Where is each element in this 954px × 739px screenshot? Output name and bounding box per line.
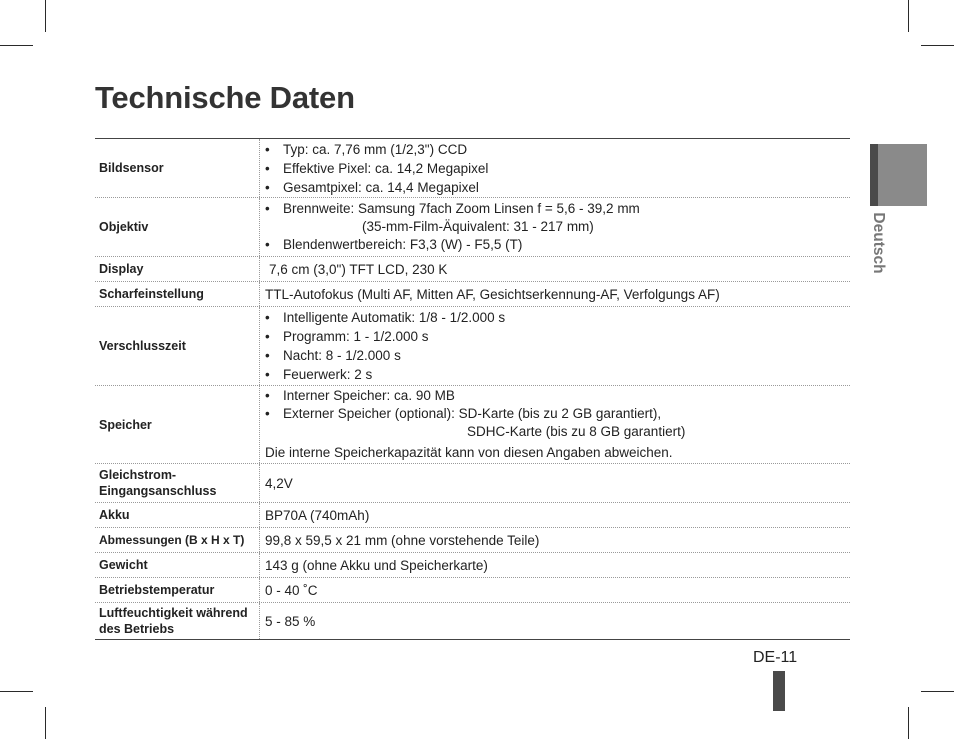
- spec-row-akku: [95, 502, 850, 527]
- page-number-bar: [773, 671, 785, 711]
- spec-label: Scharfeinstellung: [95, 282, 260, 306]
- crop-mark: [921, 45, 954, 46]
- spec-label: Gewicht: [95, 553, 260, 577]
- spec-value: 99,8 x 59,5 x 21 mm (ohne vorstehende Teile): [265, 532, 540, 548]
- spec-row-verschlusszeit: [95, 306, 850, 385]
- spec-line: • Brennweite: Samsung 7fach Zoom Linsen f = 5,6 - 39,2 mm: [265, 200, 850, 218]
- spec-label-line: Luftfeuchtigkeit während: [99, 606, 248, 620]
- spec-value: BP70A (740mAh): [265, 507, 370, 523]
- spec-value: [260, 198, 850, 256]
- spec-line: • Effektive Pixel: ca. 14,2 Megapixel: [265, 159, 850, 178]
- crop-mark: [0, 45, 33, 46]
- spec-line: • Intelligente Automatik: 1/8 - 1/2.000 s: [265, 308, 850, 327]
- spec-label: Verschlusszeit: [95, 307, 260, 385]
- spec-note: Die interne Speicherkapazität kann von diesen Angaben abweichen.: [265, 445, 673, 460]
- spec-value: 5 - 85 %: [265, 613, 316, 629]
- spec-value: [260, 139, 850, 197]
- spec-label: Betriebstemperatur: [95, 578, 260, 602]
- spec-value: [260, 307, 850, 385]
- spec-label: Display: [95, 257, 260, 281]
- spec-row-gleichstrom: [95, 463, 850, 502]
- spec-label: Abmessungen (B x H x T): [95, 528, 260, 552]
- page-number: DE-11: [753, 649, 798, 666]
- spec-line: • Gesamtpixel: ca. 14,4 Megapixel: [265, 178, 850, 197]
- crop-mark: [908, 0, 909, 32]
- crop-mark: [921, 691, 954, 692]
- spec-value: 4,2V: [265, 475, 293, 491]
- spec-row-speicher: [95, 385, 850, 463]
- crop-mark: [45, 707, 46, 739]
- spec-value: TTL-Autofokus (Multi AF, Mitten AF, Gesichtserkennung-AF, Verfolgungs AF): [265, 286, 720, 302]
- language-tab-label: Deutsch: [870, 212, 887, 274]
- spec-value: 7,6 cm (3,0") TFT LCD, 230 K: [269, 261, 448, 277]
- spec-line: • Nacht: 8 - 1/2.000 s: [265, 346, 850, 365]
- crop-mark: [0, 691, 33, 692]
- spec-row-gewicht: [95, 552, 850, 577]
- spec-label: Speicher: [95, 386, 260, 463]
- spec-line: • Externer Speicher (optional): SD-Karte (bis zu 2 GB garantiert),: [265, 405, 850, 423]
- page-title: Technische Daten: [95, 80, 355, 115]
- spec-line: • Feuerwerk: 2 s: [265, 365, 850, 384]
- crop-mark: [908, 707, 909, 739]
- spec-line: • Typ: ca. 7,76 mm (1/2,3") CCD: [265, 140, 850, 159]
- spec-row-scharfeinstellung: [95, 281, 850, 306]
- spec-label: Akku: [95, 503, 260, 527]
- spec-label-line: Gleichstrom-: [99, 468, 177, 482]
- spec-row-luftfeuchtigkeit: [95, 602, 850, 639]
- spec-line: • Interner Speicher: ca. 90 MB: [265, 387, 850, 405]
- spec-row-display: [95, 256, 850, 281]
- spec-label-line: des Betriebs: [99, 622, 175, 636]
- language-tab: [870, 144, 927, 206]
- spec-label: Objektiv: [95, 198, 260, 256]
- crop-mark: [45, 0, 46, 32]
- spec-value: 0 - 40 ˚C: [265, 582, 318, 598]
- spec-table: [95, 138, 850, 640]
- spec-line: (35-mm-Film-Äquivalent: 31 - 217 mm): [362, 219, 594, 234]
- spec-line: • Blendenwertbereich: F3,3 (W) - F5,5 (T): [265, 236, 850, 254]
- spec-label: Bildsensor: [95, 139, 260, 197]
- spec-row-abmessungen: [95, 527, 850, 552]
- spec-value: 143 g (ohne Akku und Speicherkarte): [265, 557, 488, 573]
- spec-label: [95, 464, 260, 502]
- spec-label-line: Eingangsanschluss: [99, 484, 217, 498]
- spec-label: [95, 603, 260, 639]
- spec-line: SDHC-Karte (bis zu 8 GB garantiert): [467, 424, 686, 439]
- spec-value: [260, 386, 850, 463]
- spec-row-betriebstemperatur: [95, 577, 850, 602]
- language-tab-edge: [870, 144, 878, 206]
- spec-row-bildsensor: [95, 139, 850, 197]
- spec-line: • Programm: 1 - 1/2.000 s: [265, 327, 850, 346]
- spec-row-objektiv: [95, 197, 850, 256]
